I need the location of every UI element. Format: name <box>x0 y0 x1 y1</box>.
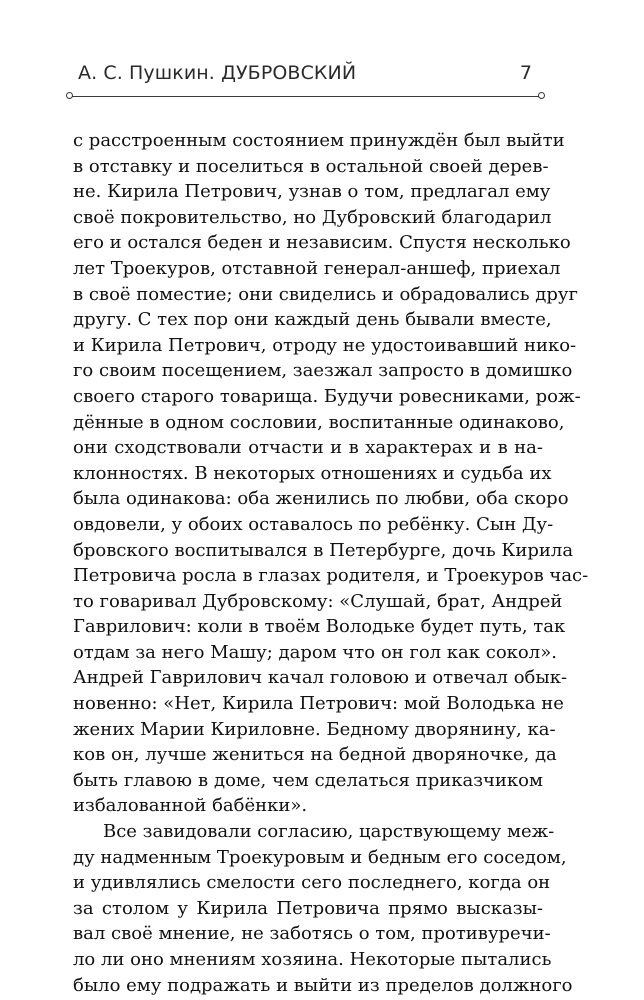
text-line: ло ли оно мнениям хозяина. Некоторые пытались <box>73 949 552 970</box>
header-rule-left-ornament <box>66 92 73 99</box>
running-header <box>74 62 542 92</box>
header-rule-right-ornament <box>538 92 545 99</box>
text-line: новенно: «Нет, Кирила Петрович: мой Володька не <box>73 693 564 715</box>
text-line: ков он, лучше жениться на бедной дворяночке, да <box>73 744 557 766</box>
text-line: жених Марии Кириловне. Бедному дворянину, ка- <box>73 718 556 740</box>
text-line: за столом у Кирила Петровича прямо высказы- <box>73 897 543 919</box>
text-line: ду надменным Троекуровым и бедным его соседом, <box>73 846 567 868</box>
text-line: вал своё мнение, не заботясь о том, противуречи- <box>73 923 551 945</box>
text-line: то говаривал Дубровскому: «Слушай, брат, Андрей <box>73 590 563 612</box>
text-line: не. Кирила Петрович, узнав о том, предлагал ему <box>73 181 551 203</box>
header-rule <box>72 96 542 97</box>
text-line: клонностях. В некоторых отношениях и судьба их <box>73 462 552 484</box>
text-line: и удивлялись смелости сего последнего, когда он <box>73 872 551 894</box>
text-line: Гаврилович: коли в твоём Володьке будет путь, так <box>73 616 566 638</box>
text-line: бровского воспитывался в Петербурге, дочь Кирила <box>73 539 574 561</box>
text-line: и Кирила Петрович, отроду не удостоивавший нико- <box>73 334 577 356</box>
running-header-title: А. С. Пушкин. ДУБРОВСКИЙ <box>78 62 357 84</box>
text-line: они сходствовали отчасти и в характерах и в на- <box>73 437 543 459</box>
paragraph-end-line: избалованной бабёнки». <box>73 795 308 817</box>
text-line: была одинакова: оба женились по любви, оба скоро <box>73 488 569 510</box>
body-text <box>73 128 589 998</box>
page-number: 7 <box>519 62 532 84</box>
text-line: Андрей Гаврилович качал головою и отвечал обык- <box>73 667 568 689</box>
text-line: дённые в одном сословии, воспитанные одинаково, <box>73 411 565 433</box>
text-line: с расстроенным состоянием принуждён был выйти <box>73 130 565 151</box>
text-line: было ему подражать и выйти из пределов должного <box>73 974 573 996</box>
text-line: отдам за него Машу; даром что он гол как сокол». <box>73 641 557 663</box>
text-line: своё покровительство, но Дубровский благодарил <box>73 206 552 228</box>
text-line: его и остался беден и независим. Спустя несколько <box>73 232 571 254</box>
text-line: в отставку и поселиться в остальной своей дерев- <box>73 155 549 177</box>
text-line: своего старого товарища. Будучи ровесниками, рож- <box>73 385 581 407</box>
text-line: го своим посещением, заезжал запросто в домишко <box>73 360 573 382</box>
text-line: быть главою в доме, чем сделаться приказчиком <box>73 769 543 791</box>
text-line: лет Троекуров, отставной генерал-аншеф, приехал <box>73 257 561 279</box>
text-line: другу. С тех пор они каждый день бывали вместе, <box>73 309 552 331</box>
text-line: Петровича росла в глазах родителя, и Троекуров час- <box>73 565 589 587</box>
paragraph-first-line: Все завидовали согласию, царствующему меж- <box>103 821 555 843</box>
text-line: в своё поместие; они свиделись и обрадовались друг <box>73 283 578 305</box>
text-line: овдовели, у обоих оставалось по ребёнку. Сын Ду- <box>73 513 554 535</box>
